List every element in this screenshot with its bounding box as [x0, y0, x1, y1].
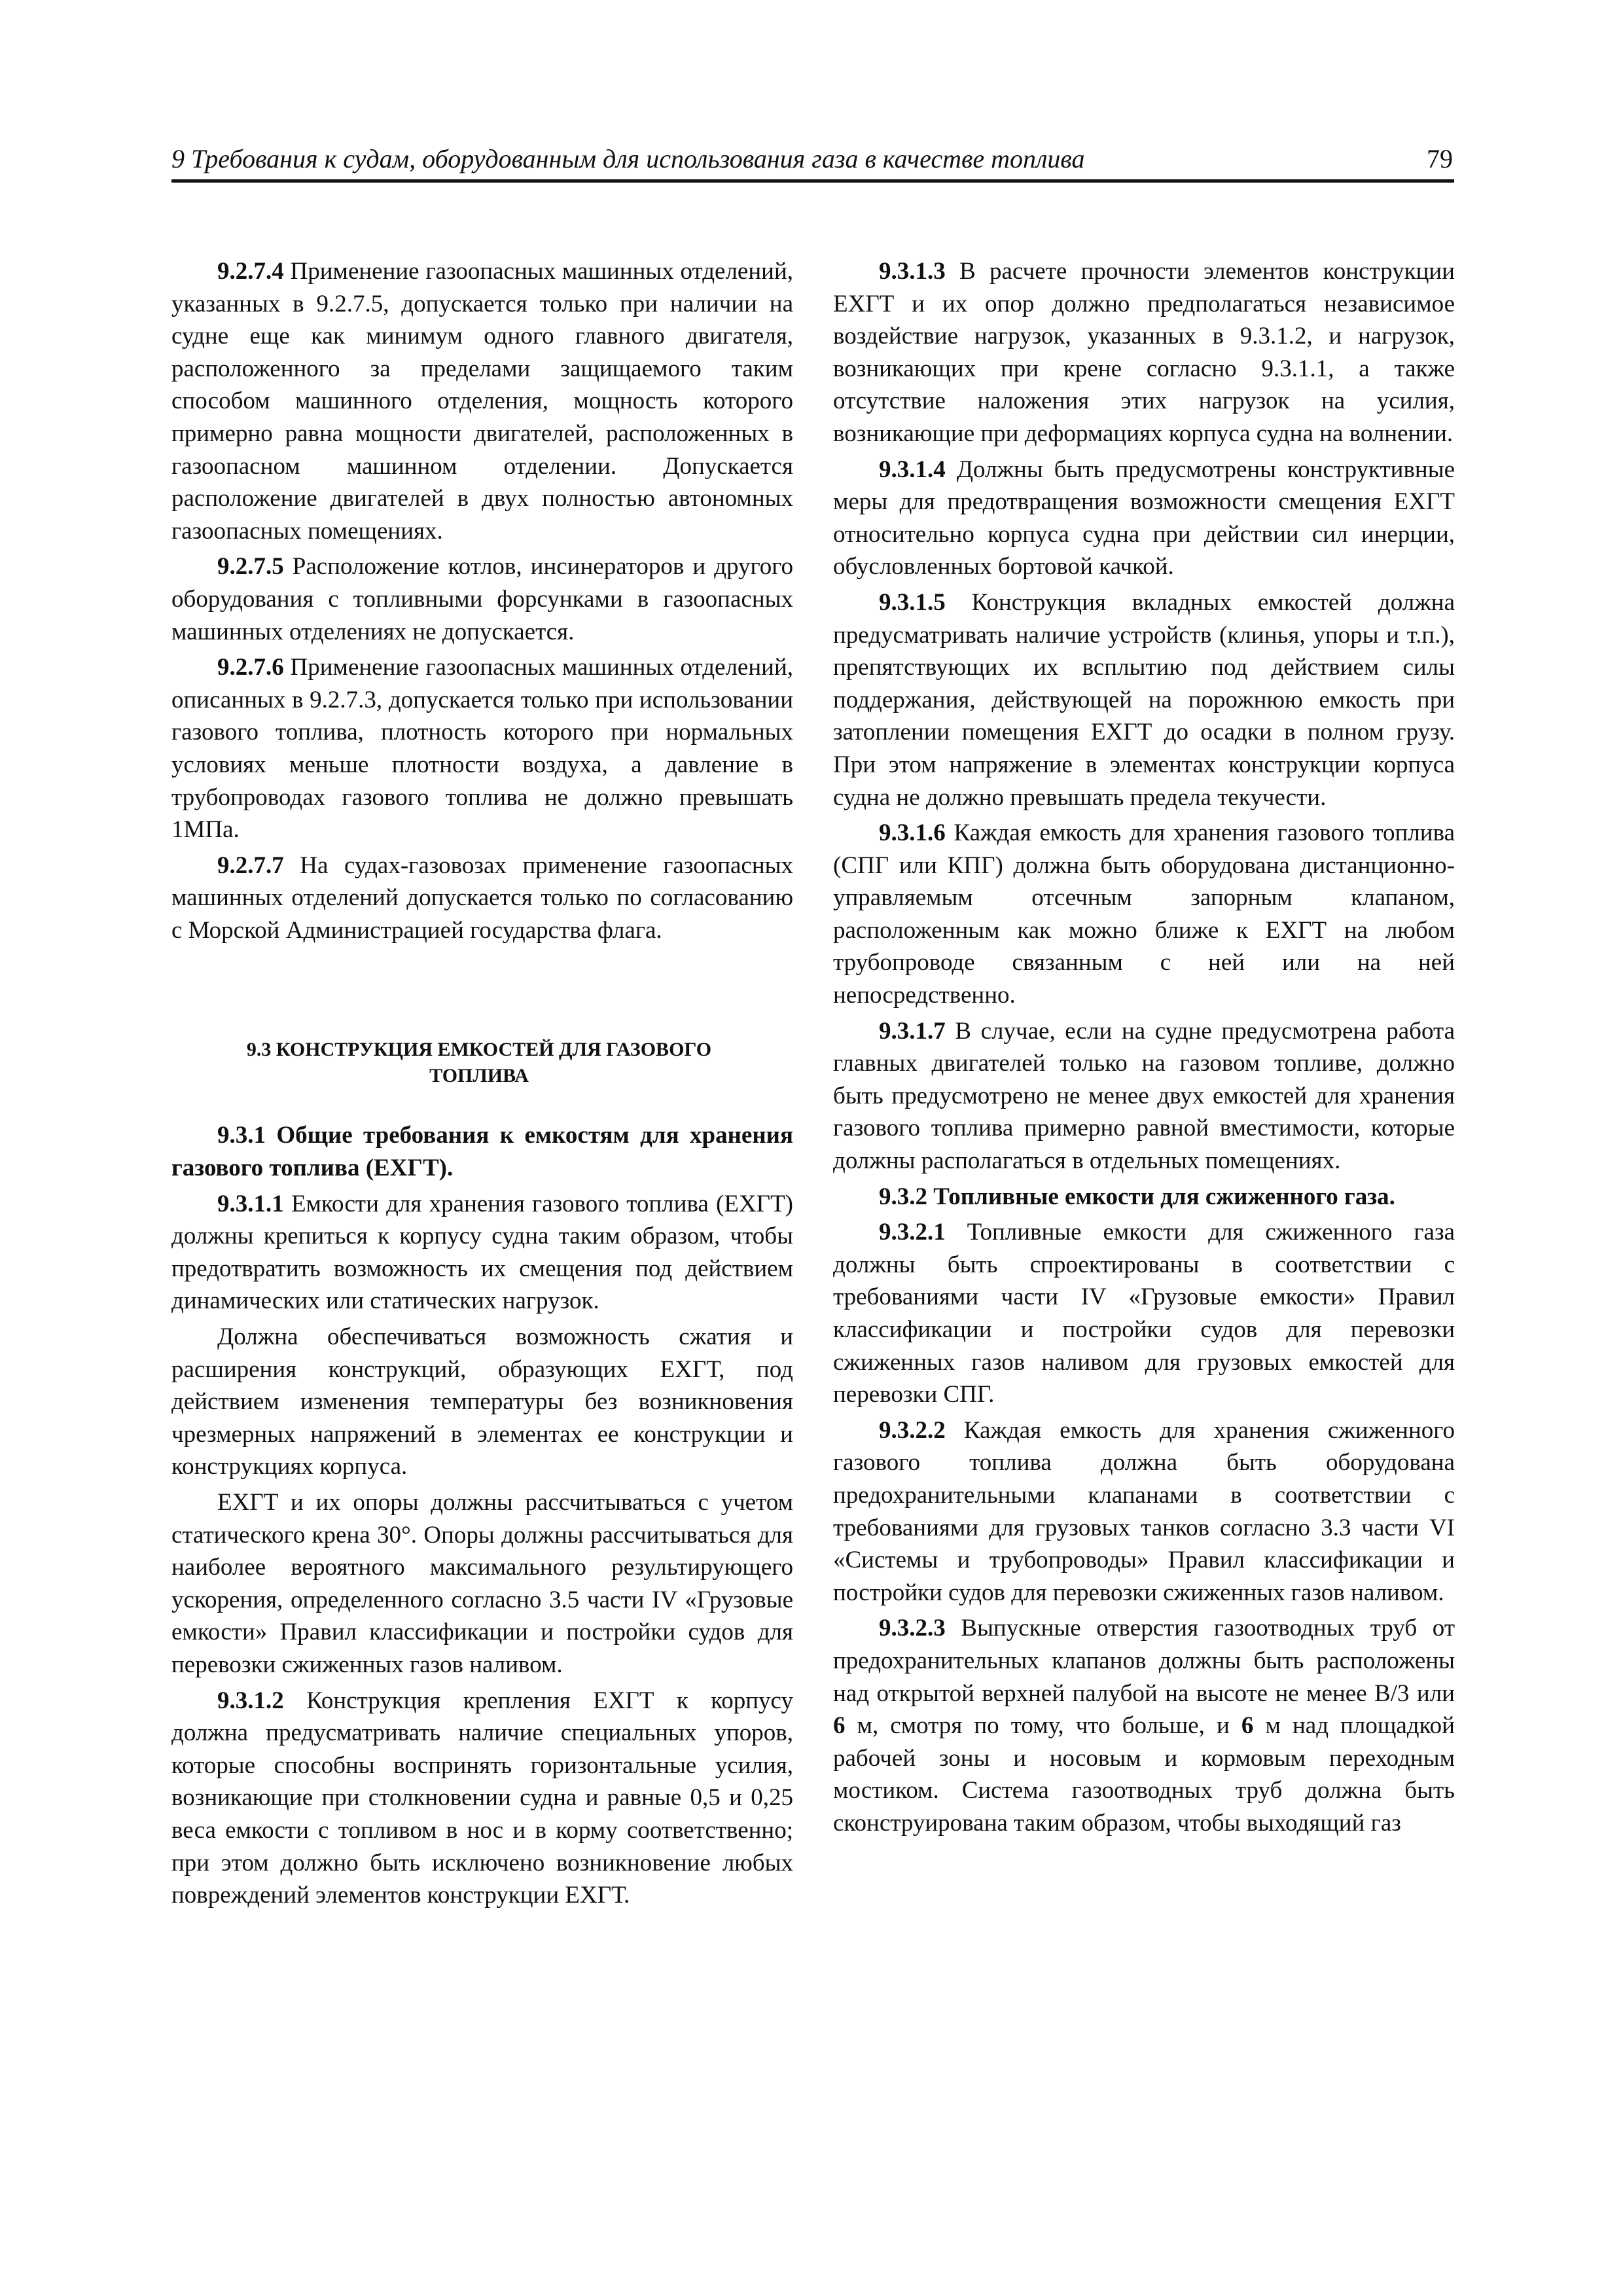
clause-number: 9.2.7.6 — [217, 654, 284, 681]
running-header — [171, 140, 1454, 183]
paragraph-9-2-7-6 — [171, 651, 793, 846]
clause-number: 9.3.2.2 — [879, 1416, 946, 1444]
paragraph-text: ЕХГТ и их опоры должны рассчитываться с учетом статического крена 30°. Опоры должны рассчитываться для наиболее вероятного максимального результирующего ускорения, определенного согласно 3.5 части IV «Грузовые емкости» Правил классификации и постройки судов для перевозки сжиженных газов наливом. — [171, 1489, 793, 1678]
right-column — [833, 255, 1455, 1840]
paragraph-text: Конструкция вкладных емкостей должна предусматривать наличие устройств (клинья, упоры и т.п.), препятствующих их всплытию под действием силы поддержания, действующей на порожнюю емкость при затоплении помещения ЕХГТ до осадки в полном грузу. При этом напряжение в элементах конструкции корпуса судна не должно превышать предела текучести. — [833, 588, 1455, 811]
paragraph-text: В случае, если на судне предусмотрена работа главных двигателей только на газовом топливе, должно быть предусмотрено не менее двух емкостей для хранения газового топлива примерно равной вместимости, которые должны располагаться в отдельных помещениях. — [833, 1017, 1455, 1175]
section-title — [171, 1037, 793, 1089]
bold-value: 6 — [833, 1712, 846, 1740]
subsection-heading-text: 9.3.2 Топливные емкости для сжиженного газа. — [879, 1183, 1395, 1210]
clause-number: 9.3.2.3 — [879, 1615, 946, 1642]
clause-number: 9.3.1.7 — [879, 1017, 946, 1045]
paragraph-compression — [171, 1321, 793, 1483]
paragraph-9-3-2-2 — [833, 1414, 1455, 1609]
paragraph-text: Каждая емкость для хранения сжиженного газового топлива должна быть оборудована предохранительными клапанами в соответствии с требованиями для грузовых танков согласно 3.3 части VI «Системы и трубопроводы» Правил классификации и постройки судов для перевозки сжиженных газов наливом. — [833, 1416, 1455, 1606]
section-title-line: 9.3 КОНСТРУКЦИЯ ЕМКОСТЕЙ ДЛЯ ГАЗОВОГО — [246, 1039, 712, 1061]
paragraph-text: Применение газоопасных машинных отделений, указанных в 9.2.7.5, допускается только при наличии на судне еще как минимум одного главного двигателя, расположенного за пределами защищаемого таким способом машинного отделения, мощность которого примерно равна мощности двигателей, расположенных в газоопасном машинном отделении. Допускается расположение двигателей в двух полностью автономных газоопасных помещениях. — [171, 258, 793, 545]
paragraph-9-3-1-2 — [171, 1685, 793, 1912]
subsection-heading-9-3-1 — [171, 1119, 793, 1184]
paragraph-static-heel — [171, 1486, 793, 1681]
paragraph-9-2-7-7 — [171, 850, 793, 947]
paragraph-text: Должны быть предусмотрены конструктивные меры для предотвращения возможности смещения ЕХГТ относительно корпуса судна при действии сил инерции, обусловленных бортовой качкой. — [833, 456, 1455, 581]
paragraph-9-3-1-5 — [833, 586, 1455, 814]
clause-number: 9.2.7.7 — [217, 852, 284, 879]
paragraph-9-3-1-6 — [833, 817, 1455, 1012]
clause-number: 9.3.1.5 — [879, 588, 946, 616]
paragraph-text: В расчете прочности элементов конструкции ЕХГТ и их опор должно предполагаться независимое воздействие нагрузок, указанных в 9.3.1.2, и нагрузок, возникающих при крене согласно 9.3.1.1, а также отсутствие наложения этих нагрузок на усилия, возникающие при деформациях корпуса судна на волнении. — [833, 258, 1455, 447]
paragraph-9-2-7-5 — [171, 550, 793, 648]
clause-number: 9.3.1.2 — [217, 1687, 284, 1714]
clause-number: 9.3.1.6 — [879, 819, 946, 847]
paragraph-9-3-1-3 — [833, 255, 1455, 450]
paragraph-text: м над площадкой рабочей зоны и носовым и кормовым переходным мостиком. Система газоотводных труб должна быть сконструирована таким образом, чтобы выходящий газ — [833, 1712, 1455, 1837]
paragraph-text: м, смотря по тому, что больше, и — [845, 1712, 1241, 1740]
paragraph-text: Каждая емкость для хранения газового топлива (СПГ или КПГ) должна быть оборудована дистанционно-управляемым отсечным запорным клапаном, расположенным как можно ближе к ЕХГТ на любом трубопроводе связанным с ней или на ней непосредственно. — [833, 819, 1455, 1009]
subsection-heading-text: 9.3.1 Общие требования к емкостям для хранения газового топлива (ЕХГТ). — [171, 1122, 793, 1182]
running-header-title: 9 Требования к судам, оборудованным для использования газа в качестве топлива — [171, 144, 1085, 173]
section-title-line: ТОПЛИВА — [429, 1065, 529, 1087]
paragraph-text: Топливные емкости для сжиженного газа должны быть спроектированы в соответствии с требованиями части IV «Грузовые емкости» Правил классификации и постройки судов для перевозки сжиженных газов наливом для грузовых емкостей для перевозки СПГ. — [833, 1219, 1455, 1408]
paragraph-text: Применение газоопасных машинных отделений, описанных в 9.2.7.3, допускается только при использовании газового топлива, плотность которого при нормальных условиях меньше плотности воздуха, а давление в трубопроводах газового топлива не должно превышать 1МПа. — [171, 654, 793, 844]
paragraph-9-3-1-7 — [833, 1015, 1455, 1177]
paragraph-9-3-1-1 — [171, 1188, 793, 1318]
paragraph-9-3-1-4 — [833, 454, 1455, 583]
paragraph-9-3-2-1 — [833, 1216, 1455, 1411]
paragraph-9-3-2-3 — [833, 1612, 1455, 1839]
left-column — [171, 255, 793, 1912]
clause-number: 9.2.7.4 — [217, 258, 284, 285]
paragraph-text: Конструкция крепления ЕХГТ к корпусу должна предусматривать наличие специальных упоров, которые способны воспринять горизонтальные усилия, возникающие при столкновении судна и равные 0,5 и 0,25 веса емкости с топливом в нос и в корму соответственно; при этом должно быть исключено возникновение любых повреждений элементов конструкции ЕХГТ. — [171, 1687, 793, 1909]
paragraph-text: Емкости для хранения газового топлива (ЕХГТ) должны крепиться к корпусу судна таким образом, чтобы предотвратить возможность их смещения под действием динамических или статических нагрузок. — [171, 1190, 793, 1315]
paragraph-text: На судах-газовозах применение газоопасных машинных отделений допускается только по согласованию с Морской Администрацией государства флага. — [171, 852, 793, 944]
page-number: 79 — [1427, 144, 1453, 173]
clause-number: 9.3.2.1 — [879, 1219, 946, 1246]
clause-number: 9.3.1.4 — [879, 456, 946, 483]
subsection-heading-9-3-2 — [833, 1181, 1455, 1213]
paragraph-text: Должна обеспечиваться возможность сжатия и расширения конструкций, образующих ЕХГТ, под действием изменения температуры без возникновения чрезмерных напряжений в элементах ее конструкции и конструкциях корпуса. — [171, 1323, 793, 1480]
bold-value: 6 — [1241, 1712, 1254, 1740]
clause-number: 9.3.1.1 — [217, 1190, 284, 1217]
paragraph-text: Расположение котлов, инсинераторов и другого оборудования с топливными форсунками в газоопасных машинных отделениях не допускается. — [171, 553, 793, 645]
paragraph-9-2-7-4 — [171, 255, 793, 547]
clause-number: 9.3.1.3 — [879, 258, 946, 285]
clause-number: 9.2.7.5 — [217, 553, 284, 581]
paragraph-text: Выпускные отверстия газоотводных труб от предохранительных клапанов должны быть расположены над открытой верхней палубой на высоте не менее B/3 или — [833, 1615, 1455, 1707]
